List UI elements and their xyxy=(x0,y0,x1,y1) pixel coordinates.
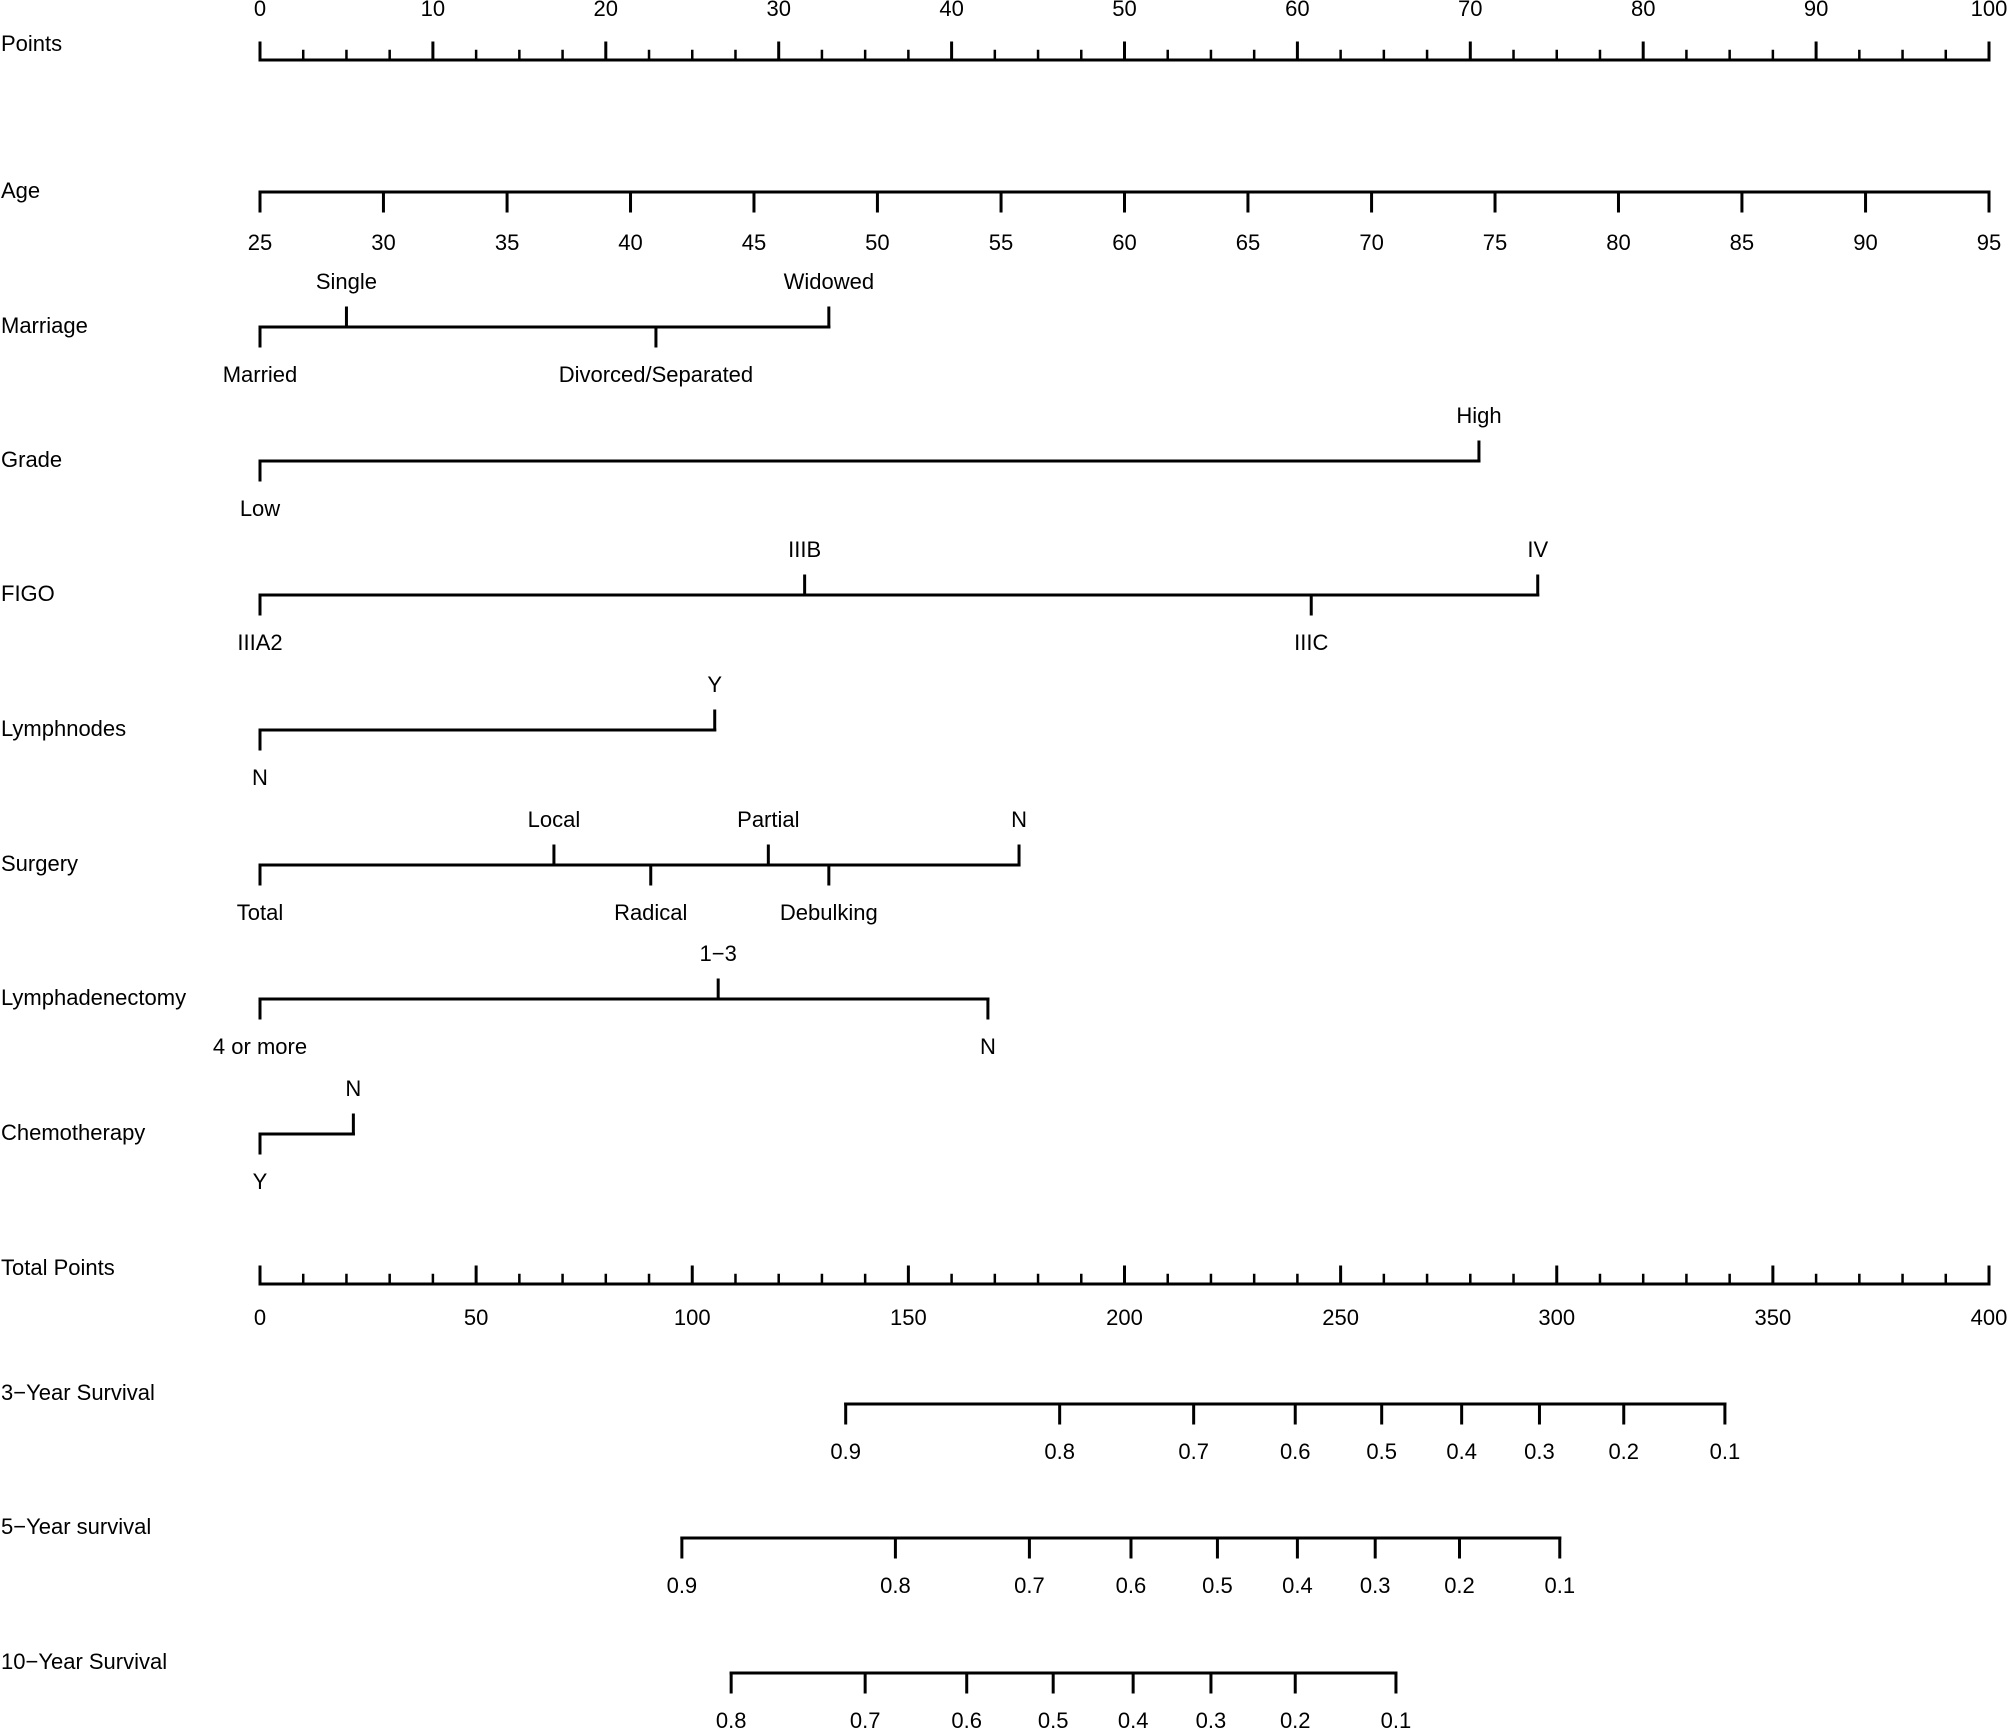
chemotherapy-level-label: Y xyxy=(252,1168,268,1194)
10-year-survival-tick-label: 0.1 xyxy=(1380,1707,1412,1729)
surgery-level-label: Partial xyxy=(737,806,800,832)
total-points-tick-label: 400 xyxy=(1970,1304,2008,1330)
points-tick-label: 100 xyxy=(1970,0,2008,21)
5-year-survival-tick-label: 0.2 xyxy=(1444,1572,1475,1598)
age-tick-label: 30 xyxy=(371,229,396,255)
row-label-lymphadenectomy: Lymphadenectomy xyxy=(1,984,187,1010)
age-tick-label: 25 xyxy=(247,229,273,255)
chemotherapy-level-label: N xyxy=(345,1075,362,1101)
5-year-survival-tick-label: 0.8 xyxy=(880,1572,911,1598)
age-tick-label: 60 xyxy=(1112,229,1137,255)
age-tick-label: 75 xyxy=(1482,229,1508,255)
age-tick-label: 90 xyxy=(1853,229,1878,255)
figo-level-label: IIIA2 xyxy=(237,629,283,655)
5-year-survival-tick-label: 0.7 xyxy=(1014,1572,1045,1598)
5-year-survival-tick-label: 0.5 xyxy=(1202,1572,1233,1598)
age-tick-label: 85 xyxy=(1729,229,1755,255)
lymphnodes-level-label: N xyxy=(252,764,268,790)
marriage-level-label: Divorced/Separated xyxy=(558,361,754,387)
row-label-lymphnodes: Lymphnodes xyxy=(1,715,127,741)
age-tick-label: 50 xyxy=(865,229,890,255)
points-tick-label: 20 xyxy=(593,0,619,21)
row-label-5-year-survival: 5−Year survival xyxy=(1,1513,152,1539)
points-tick-label: 70 xyxy=(1458,0,1483,21)
total-points-tick-label: 250 xyxy=(1322,1304,1359,1330)
10-year-survival-tick-label: 0.5 xyxy=(1037,1707,1069,1729)
row-label-marriage: Marriage xyxy=(1,312,88,338)
total-points-tick-label: 100 xyxy=(673,1304,711,1330)
lymphnodes-level-label: Y xyxy=(707,671,723,697)
age-tick-label: 70 xyxy=(1359,229,1384,255)
5-year-survival-tick-label: 0.1 xyxy=(1544,1572,1576,1598)
row-label-surgery: Surgery xyxy=(1,850,79,876)
age-tick-label: 45 xyxy=(741,229,767,255)
points-tick-label: 80 xyxy=(1630,0,1656,21)
surgery-level-label: Local xyxy=(527,806,581,832)
3-year-survival-tick-label: 0.6 xyxy=(1279,1438,1311,1464)
figo-level-label: IIIB xyxy=(788,536,822,562)
surgery-level-label: Total xyxy=(236,899,284,925)
age-tick-label: 80 xyxy=(1606,229,1631,255)
surgery-level-label: N xyxy=(1011,806,1027,832)
3-year-survival-tick-label: 0.5 xyxy=(1366,1438,1397,1464)
total-points-tick-label: 300 xyxy=(1538,1304,1576,1330)
5-year-survival-tick-label: 0.9 xyxy=(666,1572,698,1598)
3-year-survival-tick-label: 0.3 xyxy=(1524,1438,1555,1464)
5-year-survival-tick-label: 0.6 xyxy=(1115,1572,1147,1598)
5-year-survival-tick-label: 0.3 xyxy=(1359,1572,1391,1598)
10-year-survival-tick-label: 0.6 xyxy=(951,1707,983,1729)
age-tick-label: 95 xyxy=(1976,229,2002,255)
3-year-survival-tick-label: 0.7 xyxy=(1178,1438,1209,1464)
3-year-survival-tick-label: 0.2 xyxy=(1608,1438,1640,1464)
points-tick-label: 0 xyxy=(253,0,267,21)
points-tick-label: 50 xyxy=(1112,0,1137,21)
points-tick-label: 30 xyxy=(766,0,791,21)
age-tick-label: 65 xyxy=(1235,229,1261,255)
total-points-tick-label: 50 xyxy=(463,1304,489,1330)
3-year-survival-tick-label: 0.9 xyxy=(830,1438,861,1464)
grade-level-label: Low xyxy=(239,495,281,521)
lymphadenectomy-level-label: N xyxy=(979,1033,996,1059)
points-tick-label: 90 xyxy=(1803,0,1829,21)
10-year-survival-tick-label: 0.7 xyxy=(849,1707,881,1729)
row-label-total-points: Total Points xyxy=(1,1254,115,1280)
3-year-survival-tick-label: 0.4 xyxy=(1446,1438,1477,1464)
10-year-survival-tick-label: 0.8 xyxy=(715,1707,747,1729)
row-label-3-year-survival: 3−Year Survival xyxy=(1,1379,155,1405)
10-year-survival-tick-label: 0.3 xyxy=(1195,1707,1227,1729)
lymphadenectomy-level-label: 1−3 xyxy=(699,940,737,966)
row-label-grade: Grade xyxy=(1,446,63,472)
surgery-level-label: Radical xyxy=(614,899,688,925)
row-label-10-year-survival: 10−Year Survival xyxy=(1,1648,168,1674)
marriage-level-label: Widowed xyxy=(783,268,875,294)
lymphadenectomy-level-label: 4 or more xyxy=(212,1033,308,1059)
age-tick-label: 40 xyxy=(618,229,643,255)
points-tick-label: 10 xyxy=(420,0,446,21)
total-points-tick-label: 0 xyxy=(253,1304,267,1330)
grade-level-label: High xyxy=(1456,402,1502,428)
marriage-level-label: Single xyxy=(315,268,378,294)
age-tick-label: 55 xyxy=(988,229,1014,255)
figo-level-label: IV xyxy=(1527,536,1549,562)
total-points-tick-label: 200 xyxy=(1106,1304,1143,1330)
row-label-points: Points xyxy=(1,30,63,56)
total-points-tick-label: 150 xyxy=(890,1304,927,1330)
10-year-survival-tick-label: 0.2 xyxy=(1279,1707,1311,1729)
points-tick-label: 40 xyxy=(939,0,964,21)
row-label-age: Age xyxy=(1,177,41,203)
10-year-survival-tick-label: 0.4 xyxy=(1117,1707,1149,1729)
points-tick-label: 60 xyxy=(1285,0,1310,21)
marriage-level-label: Married xyxy=(222,361,298,387)
surgery-level-label: Debulking xyxy=(779,899,878,925)
3-year-survival-tick-label: 0.1 xyxy=(1709,1438,1741,1464)
row-label-chemotherapy: Chemotherapy xyxy=(1,1119,146,1145)
row-label-figo: FIGO xyxy=(1,580,55,606)
3-year-survival-tick-label: 0.8 xyxy=(1044,1438,1075,1464)
total-points-tick-label: 350 xyxy=(1754,1304,1792,1330)
figo-level-label: IIIC xyxy=(1294,629,1329,655)
5-year-survival-tick-label: 0.4 xyxy=(1282,1572,1313,1598)
age-tick-label: 35 xyxy=(494,229,520,255)
